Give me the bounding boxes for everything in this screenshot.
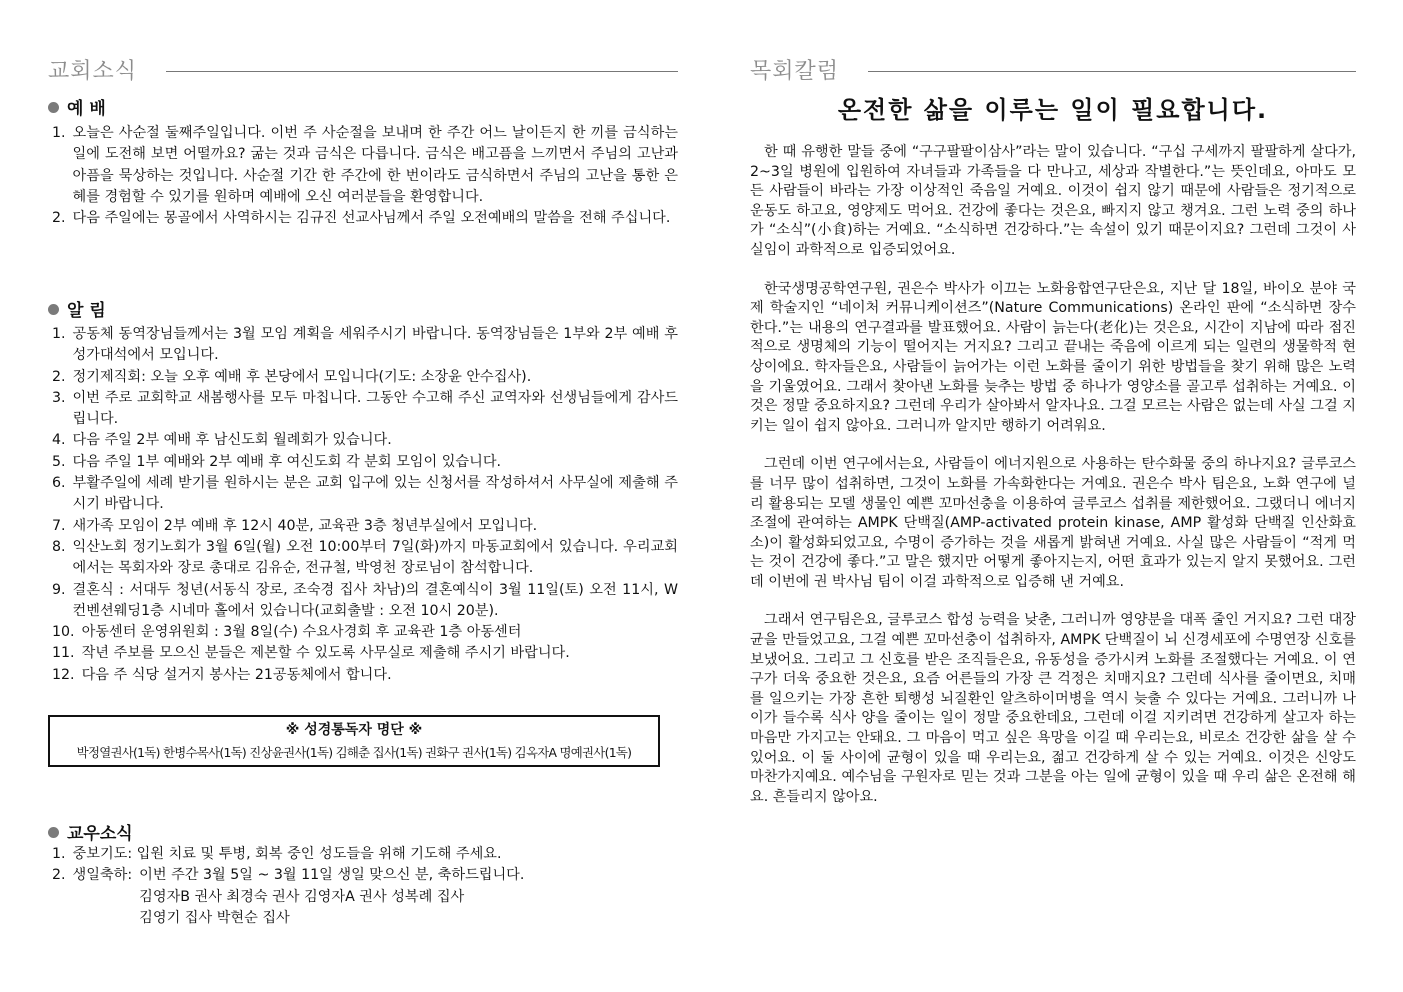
item-text: 새가족 모임이 2부 예배 후 12시 40분, 교육관 3층 청년부실에서 모입니다. [72, 517, 538, 534]
list-item [52, 665, 678, 686]
list-item [52, 865, 678, 929]
list-item [52, 537, 678, 580]
item-text: 오늘은 사순절 둘째주일입니다. 이번 주 사순절을 보내며 한 주간 어느 날이든지 한 끼를 금식하는 일에 도전해 보면 어떨까요? 굶는 것과 금식은 다릅니다. 금식은 배고픔을 느끼면서 주님의 고난과 아픔을 묵상하는 것입니다. 사순절 기간 한 주간에 한 번이라도 금식하면서 주님의 고난을 통한 은혜를 경험할 수 있기를 원하며 예배에 오신 여러분들을 환영합니다. [72, 125, 678, 205]
item-number: 1. [52, 846, 66, 862]
pastor-column-section-title: 목회칼럼 [750, 59, 840, 84]
list-item [52, 580, 678, 623]
item-number: 2. [52, 210, 66, 227]
list-item [52, 844, 678, 865]
pastor-column-header [750, 54, 1356, 84]
item-text: 부활주일에 세례 받기를 원하시는 분은 교회 입구에 있는 신청서를 작성하셔서 사무실에 제출해 주시기 바랍니다. [72, 475, 678, 513]
column-paragraph: 한 때 유행한 말들 중에 “구구팔팔이삼사”라는 말이 있습니다. “구십 구세까지 팔팔하게 살다가, 2~3일 병원에 입원하여 자녀들과 가족들을 다 만나고, 세상과 작별한다.”는 뜻인데요, 아마도 모든 사람들이 바라는 가장 이상적인 죽음일 거예요. 이것이 쉽지 않기 때문에 사람들은 정기적으로 운동도 하고요, 영양제도 먹어요. 건강에 좋다는 것은요, 빠지지 않고 챙겨요. 그런 노력 중의 하나가 “소식”(小食)하는 거예요. “소식하면 건강하다.”는 속설이 있기 때문이지요? 그런데 그것이 사실임이 과학적으로 입증되었어요. [750, 144, 1356, 258]
item-text: 공동체 동역장님들께서는 3월 모임 계획을 세워주시기 바랍니다. 동역장님들은 1부와 2부 예배 후 성가대석에서 모입니다. [72, 326, 678, 364]
bullet-icon [48, 102, 59, 113]
item-text: 다음 주 식당 설거지 봉사는 21공동체에서 합니다. [81, 666, 392, 683]
worship-heading-text: 예 배 [67, 99, 106, 119]
item-number: 2. [52, 867, 66, 884]
list-item [52, 430, 678, 451]
item-text: 정기제직회: 오늘 오후 예배 후 본당에서 모입니다(기도: 소장윤 안수집사). [72, 368, 532, 385]
item-number: 4. [52, 432, 66, 449]
bible-readers-box [48, 715, 660, 767]
item-text: 이번 주로 교회학교 새봄행사를 모두 마칩니다. 그동안 수고해 주신 교역자와 선생님들에게 감사드립니다. [72, 389, 678, 428]
column-title: 온전한 삶을 이루는 일이 필요합니다. [837, 96, 1269, 124]
header-divider [868, 71, 1356, 72]
members-list [52, 844, 678, 929]
notices-heading-text: 알 림 [67, 301, 106, 321]
notices-heading [48, 296, 106, 321]
item-number: 11. [52, 645, 75, 662]
item-number: 3. [52, 389, 66, 406]
worship-heading [48, 94, 106, 119]
bullet-icon [48, 827, 59, 838]
header-divider [166, 71, 678, 72]
item-number: 9. [52, 581, 66, 598]
item-text: 작년 주보를 모으신 분들은 제본할 수 있도록 사무실로 제출해 주시기 바랍니다. [81, 645, 570, 662]
church-news-title: 교회소식 [48, 59, 138, 84]
item-number: 6. [52, 475, 66, 492]
birthday-block [139, 865, 678, 929]
list-item [52, 388, 678, 431]
column-paragraph: 그런데 이번 연구에서는요, 사람들이 에너지원으로 사용하는 탄수화물 중의 하나지요? 글루코스를 너무 많이 섭취하면, 그것이 노화를 가속화한다는 거예요. 권은수 박사 팀은요, 노화 연구에 널리 활용되는 모델 생물인 예쁜 꼬마선충을 이용하여 글루코스 섭취를 제한했어요. 그랬더니 에너지 조절에 관여하는 AMPK 단백질(AMP-activated protein kinase, AMP 활성화 단백질 인산화효소)이 활성화되었고요, 수명이 증가하는 것을 새롭게 밝혀낸 거예요. 사실 많은 사람들이 “적게 먹는 것이 건강에 좋다.”고 말은 했지만 어떻게 좋아지는지, 어떤 효과가 있는지 알지 못했어요. 그런데 이번에 권 박사님 팀이 이걸 과학적으로 입증해 낸 거예요. [750, 456, 1356, 590]
item-text: 다음 주일 2부 예배 후 남신도회 월례회가 있습니다. [72, 432, 392, 449]
list-item [52, 123, 678, 208]
bible-readers-names: 박정열권사(1독) 한병수목사(1독) 진상윤권사(1독) 김해춘 집사(1독) 권화구 권사(1독) 김옥자A 명예권사(1독) [76, 745, 632, 760]
bullet-icon [48, 304, 59, 315]
item-number: 7. [52, 517, 66, 534]
item-number: 1. [52, 326, 66, 342]
prayer-request-text: 중보기도: 입원 치료 및 투병, 회복 중인 성도들을 위해 기도해 주세요. [72, 846, 502, 862]
list-item [52, 622, 678, 643]
item-number: 5. [52, 453, 66, 470]
item-text: 아동센터 운영위원회 : 3월 8일(수) 수요사경회 후 교육관 1층 아동센터 [81, 624, 522, 641]
item-text: 결혼식 : 서대두 청년(서동식 장로, 조숙경 집사 차남)의 결혼예식이 3월 11일(토) 오전 11시, W컨벤션웨딩1층 시네마 홀에서 있습니다(교회출발 : 오전 10시 20분). [72, 581, 678, 619]
list-item [52, 452, 678, 473]
item-number: 12. [52, 666, 75, 683]
list-item [52, 643, 678, 664]
notices-list [52, 324, 678, 686]
item-number: 10. [52, 624, 75, 641]
item-text: 다음 주일 1부 예배와 2부 예배 후 여신도회 각 분회 모임이 있습니다. [72, 453, 502, 470]
list-item [52, 208, 678, 229]
list-item [52, 516, 678, 537]
item-number: 8. [52, 538, 66, 555]
birthday-names: 김영기 집사 박현순 집사 [139, 909, 290, 926]
column-paragraph: 한국생명공학연구원, 권은수 박사가 이끄는 노화융합연구단은요, 지난 달 18일, 바이오 분야 국제 학술지인 “네이처 커뮤니케이션즈”(Nature Communications) 온라인 판에 “소식하면 장수한다.”는 내용의 연구결과를 발표했어요. 사람이 늙는다(老化)는 것은요, 시간이 지남에 따라 점진적으로 생명체의 기능이 떨어지는 거지요? 그리고 끝내는 죽음에 이르게 되는 일련의 생물학적 현상이에요. 학자들은요, 사람들이 늙어가는 이런 노화를 줄이기 위한 방법들을 찾기 위해 많은 노력을 기울였어요. 그래서 찾아낸 노화를 늦추는 방법 중 하나가 영양소를 골고루 섭취하는 거예요. 이것은 정말 중요하지요? 그런데 우리가 살아봐서 알자나요. 그걸 모르는 사람은 없는데 사실 그걸 지키는 일이 쉽지 않아요. 그러니까 알지만 행하기 어려워요. [750, 280, 1356, 434]
column-paragraph: 그래서 연구팀은요, 글루코스 합성 능력을 낮춘, 그러니까 영양분을 대폭 줄인 거지요? 그런 대장균을 만들었고요, 그걸 예쁜 꼬마선충이 섭취하자, AMPK 단백질이 뇌 신경세포에 수명연장 신호를 보냈어요. 그리고 그 신호를 받은 조직들은요, 유동성을 증가시켜 노화를 조절했다는 거예요. 이 연구가 더욱 중요한 것은요, 요즘 어른들의 가장 큰 걱정은 치매지요? 그런데 식사를 줄이면요, 치매를 일으키는 가장 흔한 퇴행성 뇌질환인 알츠하이머병을 역시 늦출 수 있다는 거예요. 그러니까 나이가 들수록 식사 양을 줄이는 일이 정말 중요한데요, 그런데 이걸 지키려면 건강하게 살고자 하는 마음만 가지고는 안돼요. 그 마음이 먹고 싶은 욕망을 이길 때 우리는요, 비로소 건강한 삶을 살 수 있어요. 이 둘 사이에 균형이 있을 때 우리는요, 젊고 건강하게 살 수 있는 거예요. 이것은 신앙도 마찬가지예요. 예수님을 구원자로 믿는 것과 그분을 아는 일에 균형이 있을 때 우리 삶은 온전해 해요. 흔들리지 않아요. [750, 612, 1356, 805]
item-text: 다음 주일에는 몽골에서 사역하시는 김규진 선교사님께서 주일 오전예배의 말씀을 전해 주십니다. [72, 210, 671, 227]
item-number: 1. [52, 125, 66, 141]
column-body [750, 143, 1356, 826]
birthday-names: 김영자B 권사 최경숙 권사 김영자A 권사 성복례 집사 [139, 888, 465, 905]
bible-readers-title: ※ 성경통독자 명단 ※ [285, 722, 423, 738]
members-heading [48, 819, 133, 844]
list-item [52, 324, 678, 367]
list-item [52, 367, 678, 388]
birthday-text: 이번 주간 3월 5일 ~ 3월 11일 생일 맞으신 분, 축하드립니다. [139, 867, 525, 884]
worship-list [52, 123, 678, 229]
list-item [52, 473, 678, 516]
members-heading-text: 교우소식 [67, 824, 133, 844]
item-number: 2. [52, 368, 66, 385]
item-text: 익산노회 정기노회가 3월 6일(월) 오전 10:00부터 7일(화)까지 마동교회에서 있습니다. 우리교회에서는 목회자와 장로 총대로 김유순, 전규철, 박영천 장로님이 참석합니다. [72, 538, 678, 577]
birthday-label: 생일축하: [72, 867, 133, 884]
church-news-header [48, 54, 678, 84]
